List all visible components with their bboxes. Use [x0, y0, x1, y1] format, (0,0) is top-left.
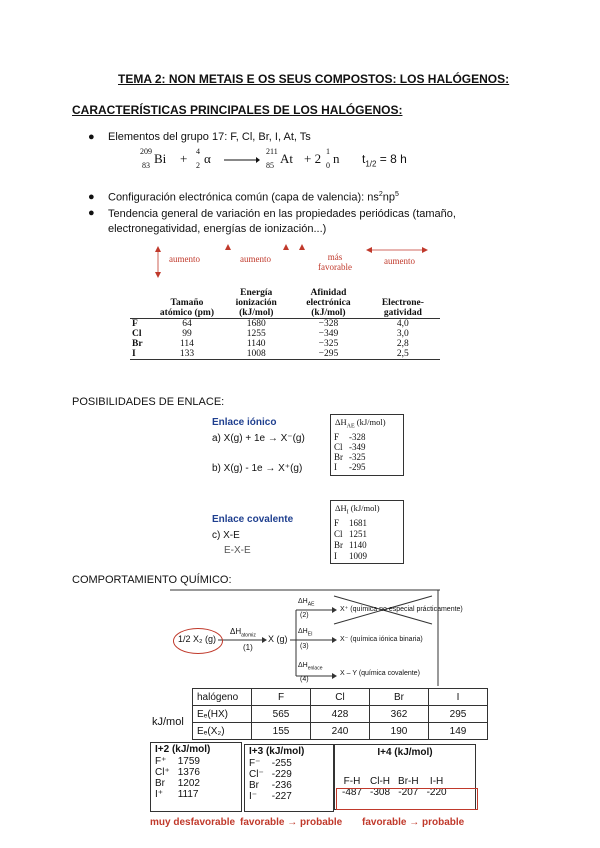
cell: Br	[334, 451, 343, 462]
bi-mass: 209	[140, 147, 152, 156]
header-cell: F	[252, 689, 311, 706]
gas-atom: X (g)	[268, 634, 288, 644]
cell: 1140	[349, 539, 367, 550]
cov-box-header	[331, 501, 403, 518]
ionic-affinity-box	[330, 414, 404, 476]
config-np: np	[382, 191, 396, 204]
table-row	[151, 789, 204, 800]
cell: 64	[182, 319, 192, 329]
cell: Cl	[334, 528, 343, 539]
cell: I⁻	[249, 791, 258, 802]
ox-box-title: I+2 (kJ/mol)	[155, 744, 211, 755]
ionic-reaction-b: b) X(g) - 1e → X⁺(g)	[212, 463, 303, 474]
half-life-t: t	[362, 152, 366, 166]
covalent-sub: E-X-E	[224, 545, 251, 556]
dh-symbol: ΔH	[298, 598, 308, 605]
bullet-dot: ●	[88, 191, 95, 203]
ionic-bond-title: Enlace iónico	[212, 417, 277, 428]
dh-sub: atomiz	[241, 632, 256, 639]
cell: Cl⁻	[249, 769, 264, 780]
header-cell: Tamaño atómico (pm)	[159, 298, 215, 318]
table-row	[130, 339, 440, 349]
n-mass: 1	[326, 147, 330, 156]
cell: I	[334, 461, 337, 472]
section-characteristics-heading: CARACTERÍSTICAS PRINCIPALES DE LOS HALÓGENOS:	[72, 103, 403, 117]
product-cation: X⁺ (química no especial prácticamente)	[340, 606, 463, 613]
table-row	[331, 540, 370, 551]
covalent-bond-title: Enlace covalente	[212, 514, 294, 525]
cell: −295	[318, 349, 339, 359]
ox-box-title: I+3 (kJ/mol)	[249, 746, 305, 757]
cell: 1009	[349, 550, 367, 561]
table-row	[245, 758, 296, 769]
header-cell: Br	[370, 689, 429, 706]
cell: 133	[179, 349, 195, 359]
cell: 362	[370, 706, 429, 723]
header-cell	[130, 288, 153, 319]
cell: 155	[252, 723, 311, 740]
cell: −328	[318, 319, 339, 329]
dh-atomization	[230, 627, 256, 639]
cell: -325	[349, 451, 366, 462]
cell: 99	[182, 329, 192, 339]
table-row	[331, 442, 369, 452]
cell: -349	[349, 441, 366, 452]
label-very-unfavourable: muy desfavorable	[150, 817, 236, 828]
cell: 1008	[246, 349, 266, 359]
table-row	[245, 769, 296, 780]
cell: −325	[318, 339, 339, 349]
cell: 1680	[246, 319, 266, 329]
ox-box-title: I+4 (kJ/mol)	[377, 747, 433, 758]
n-symbol: n	[333, 151, 340, 166]
table-row	[331, 551, 370, 562]
product-anion: X⁻ (química iónica binaria)	[340, 636, 423, 643]
cell: Br	[155, 778, 165, 789]
covalent-ionization-box	[330, 500, 404, 564]
cell: Eₑ(HX)	[193, 706, 252, 723]
step-4: (4)	[300, 676, 309, 683]
table-row	[130, 329, 440, 339]
cell: Cl⁺	[155, 767, 170, 778]
cell: -229	[271, 769, 292, 780]
start-species: 1/2 X₂ (g)	[178, 634, 217, 644]
plus-sign: +	[180, 151, 188, 166]
dh-symbol: ΔH	[230, 627, 242, 636]
cell: 428	[311, 706, 370, 723]
bullet-dot: ●	[88, 131, 95, 143]
half-life	[362, 152, 407, 168]
alpha-symbol: α	[204, 151, 211, 166]
header-cell: I	[429, 689, 488, 706]
ox-box-table	[245, 758, 296, 802]
header-cell: Afinidad electrónica (kJ/mol)	[306, 288, 351, 318]
ox-box-table	[151, 756, 204, 800]
dh-sub: I	[346, 509, 349, 516]
cov-box-table	[331, 518, 370, 562]
cell: I	[334, 550, 337, 561]
cell: I⁺	[155, 789, 164, 800]
cell: Cl	[334, 441, 343, 452]
cell: -328	[349, 431, 366, 442]
step-1: (1)	[243, 643, 253, 652]
header-cell: Electrone- gatividad	[381, 298, 424, 318]
cell: 1681	[349, 517, 367, 528]
half-life-value: = 8 h	[376, 152, 407, 166]
cell: F⁺	[155, 756, 167, 767]
cell: 1140	[246, 339, 266, 349]
ionic-box-header	[331, 415, 403, 432]
cell: 1202	[177, 778, 200, 789]
at-mass: 211	[266, 147, 278, 156]
dh-sub: AE	[346, 423, 355, 430]
cell: 2,5	[396, 349, 409, 359]
cell: 4,0	[396, 319, 409, 329]
cell: 1759	[177, 756, 200, 767]
ionic-box-table	[331, 432, 369, 472]
table-row	[331, 529, 370, 540]
cell: 295	[429, 706, 488, 723]
bullet-configuration	[108, 191, 399, 204]
cell: F	[132, 319, 138, 329]
trend-label-ionization: aumento	[240, 254, 271, 264]
cell: Cl-H	[370, 776, 391, 787]
dh-symbol: ΔH	[298, 662, 308, 669]
reaction-arrow-icon	[224, 155, 260, 165]
dh-unit: (kJ/mol)	[348, 503, 380, 513]
highlight-frame	[336, 788, 478, 810]
cell: F-H	[343, 776, 361, 787]
dh-sub: AE	[307, 601, 315, 608]
config-text: Configuración electrónica común (capa de valencia): ns	[108, 191, 379, 204]
bullet-dot: ●	[88, 207, 95, 219]
cell: I-H	[429, 776, 444, 787]
cell: -220	[426, 787, 447, 798]
cell: F	[334, 517, 340, 528]
table-row	[130, 319, 440, 330]
table-row	[331, 462, 369, 472]
cell: I	[132, 349, 136, 359]
dh-sub: enlace	[307, 665, 323, 672]
bi-z: 83	[142, 161, 150, 170]
table-row	[193, 723, 488, 740]
covalent-reaction-c: c) X-E	[212, 530, 240, 541]
table-row	[151, 778, 204, 789]
cell: -207	[398, 787, 419, 798]
n-z: 0	[326, 161, 330, 170]
cell: −349	[318, 329, 339, 339]
plus-two: + 2	[304, 151, 322, 166]
cell: 190	[370, 723, 429, 740]
cell: 1251	[349, 528, 367, 539]
dh-symbol: ΔH	[298, 628, 308, 635]
step-2: (2)	[300, 612, 309, 619]
table-row	[193, 706, 488, 723]
cell: 1376	[177, 767, 200, 778]
dh-bond	[298, 662, 322, 671]
cell: 149	[429, 723, 488, 740]
dh-sub: EI	[307, 631, 313, 638]
dh-symbol: ΔH	[335, 503, 347, 513]
cell: 240	[311, 723, 370, 740]
half-life-sub: 1/2	[365, 159, 377, 169]
dh-affinity	[298, 598, 314, 607]
properties-table	[130, 288, 440, 360]
cell: 114	[180, 339, 194, 349]
cell: 1117	[177, 789, 199, 800]
at-symbol: At	[280, 151, 293, 166]
dh-symbol: ΔH	[335, 417, 347, 427]
cell: Cl	[132, 329, 142, 339]
bullet-trends: Tendencia general de variación en las propiedades periódicas (tamaño, electronegatividad, energías de ionización...)	[108, 208, 456, 235]
cell: -236	[271, 780, 292, 791]
table-row	[338, 776, 451, 787]
header-cell: Energía ionización (kJ/mol)	[235, 288, 277, 318]
at-z: 85	[266, 161, 274, 170]
table-row	[331, 432, 369, 442]
dh-ionization	[298, 628, 312, 637]
table-row	[331, 518, 370, 529]
alpha-z: 2	[196, 161, 200, 170]
label-favourable-2: favorable → probable	[362, 817, 465, 828]
cell: Br	[132, 339, 143, 349]
kj-mol-unit: kJ/mol	[152, 716, 184, 728]
table-row	[245, 791, 296, 802]
nuclear-reaction	[136, 147, 396, 179]
config-sup1: 2	[378, 191, 383, 198]
cell: 1255	[246, 329, 266, 339]
table-row	[193, 689, 488, 706]
bi-symbol: Bi	[154, 151, 167, 166]
header-cell: Cl	[311, 689, 370, 706]
cell: Br	[249, 780, 259, 791]
trend-label-size: aumento	[169, 254, 200, 264]
properties-header-row	[130, 288, 440, 319]
product-covalent: X – Y (química covalente)	[340, 670, 420, 677]
cell: Eₑ(X₂)	[193, 723, 252, 740]
label-favourable-1: favorable → probable	[240, 817, 343, 828]
cell: 565	[252, 706, 311, 723]
dh-unit: (kJ/mol)	[354, 417, 386, 427]
section-bonding-heading: POSIBILIDADES DE ENLACE:	[72, 396, 225, 408]
alpha-mass: 4	[196, 147, 200, 156]
table-row	[151, 767, 204, 778]
ox-box-plus2	[150, 742, 242, 812]
cell: -295	[349, 461, 366, 472]
trend-label-electroneg: aumento	[384, 256, 415, 266]
table-row	[151, 756, 204, 767]
cell: -487	[342, 787, 363, 798]
table-row	[245, 780, 296, 791]
bullet-group17: Elementos del grupo 17: F, Cl, Br, I, At, Ts	[108, 131, 311, 143]
cell: -227	[271, 791, 292, 802]
cell: 2,8	[396, 339, 409, 349]
cell: Br	[334, 539, 343, 550]
cell: 3,0	[396, 329, 409, 339]
cell: Br-H	[398, 776, 419, 787]
config-sup2: 5	[395, 191, 399, 198]
trend-label-affinity: más favorable	[318, 252, 352, 272]
cell: -255	[271, 758, 292, 769]
bond-energy-table	[192, 688, 488, 740]
cell: F⁻	[249, 758, 261, 769]
step-3: (3)	[300, 643, 309, 650]
page-title: TEMA 2: NON METAIS E OS SEUS COMPOSTOS: LOS HALÓGENOS:	[118, 72, 510, 86]
ionic-reaction-a: a) X(g) + 1e → X⁻(g)	[212, 433, 305, 444]
cell: F	[334, 431, 340, 442]
table-row	[130, 349, 440, 360]
ox-box-plus3	[244, 744, 334, 812]
section-chemical-behaviour-heading: COMPORTAMIENTO QUÍMICO:	[72, 574, 232, 586]
header-cell: halógeno	[193, 689, 252, 706]
table-row	[331, 452, 369, 462]
cell: -308	[370, 787, 391, 798]
